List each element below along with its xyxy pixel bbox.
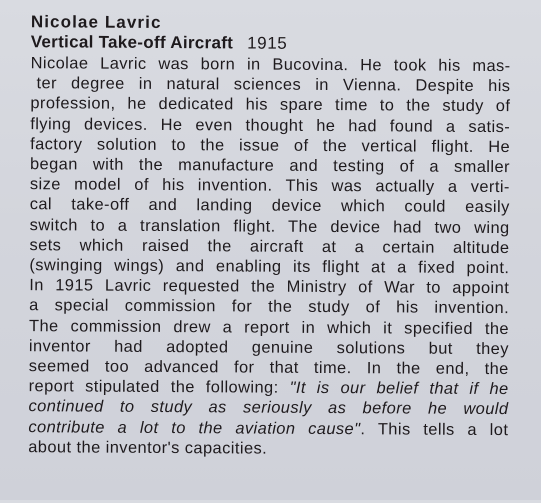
text-fragment: In 1915 Lavric requested the Ministry of War to appoint: [29, 276, 510, 298]
text-line: [30, 114, 510, 137]
year-label: 1915: [247, 33, 288, 53]
aircraft-title: Vertical Take-off Aircraft: [30, 32, 234, 53]
text-fragment: sets which raised the aircraft at a certain altitude: [29, 236, 510, 257]
quote-fragment: "It is our belief that if he: [289, 379, 509, 399]
text-fragment: report stipulated the following:: [28, 377, 290, 398]
text-line: [30, 195, 510, 218]
text-line: [30, 94, 510, 117]
text-fragment: The commission drew a report in which it specified the: [28, 316, 510, 338]
text-fragment: a special commission for the study of his invention.: [29, 296, 510, 318]
text-fragment: switch to a translation flight. The device had two wing: [29, 215, 510, 237]
text-fragment: . This tells a lot: [360, 419, 509, 439]
text-fragment: about the inventor's capacities.: [28, 438, 268, 458]
text-line: [36, 73, 510, 96]
text-line: [28, 417, 508, 440]
description-text: [28, 53, 530, 460]
quote-fragment: contribute a lot to the aviation cause": [28, 417, 361, 438]
text-line: [28, 397, 508, 420]
title-row: [31, 32, 531, 55]
text-fragment: size model of his invention. This was actually a verti-: [29, 175, 510, 197]
text-line: [29, 316, 509, 339]
text-fragment: flying devices. He even thought he had found a satis-: [30, 114, 511, 136]
text-line: [28, 437, 508, 460]
text-fragment: seemed too advanced for that time. In the end, the: [28, 357, 509, 379]
text-fragment: began with the manufacture and testing of a smaller: [29, 155, 511, 177]
text-fragment: Nicolae Lavric was born in Bucovina. He took his mas-: [30, 54, 511, 76]
text-fragment: (swinging wings) and enabling its flight at a fixed point.: [29, 256, 510, 278]
text-fragment: factory solution to the issue of the vertical flight. He: [30, 134, 511, 156]
text-fragment: ter degree in natural sciences in Vienna. Despite his: [36, 74, 511, 96]
text-line: [29, 296, 509, 319]
text-line: [30, 215, 510, 238]
quote-fragment: continued to study as seriously as before he would: [28, 397, 509, 419]
text-fragment: inventor had adopted genuine solutions but they: [28, 337, 509, 358]
author-name: Nicolae Lavric: [30, 12, 162, 32]
text-fragment: cal take-off and landing device which could easily: [29, 195, 510, 217]
text-fragment: profession, he dedicated his spare time to the study of: [30, 94, 511, 116]
